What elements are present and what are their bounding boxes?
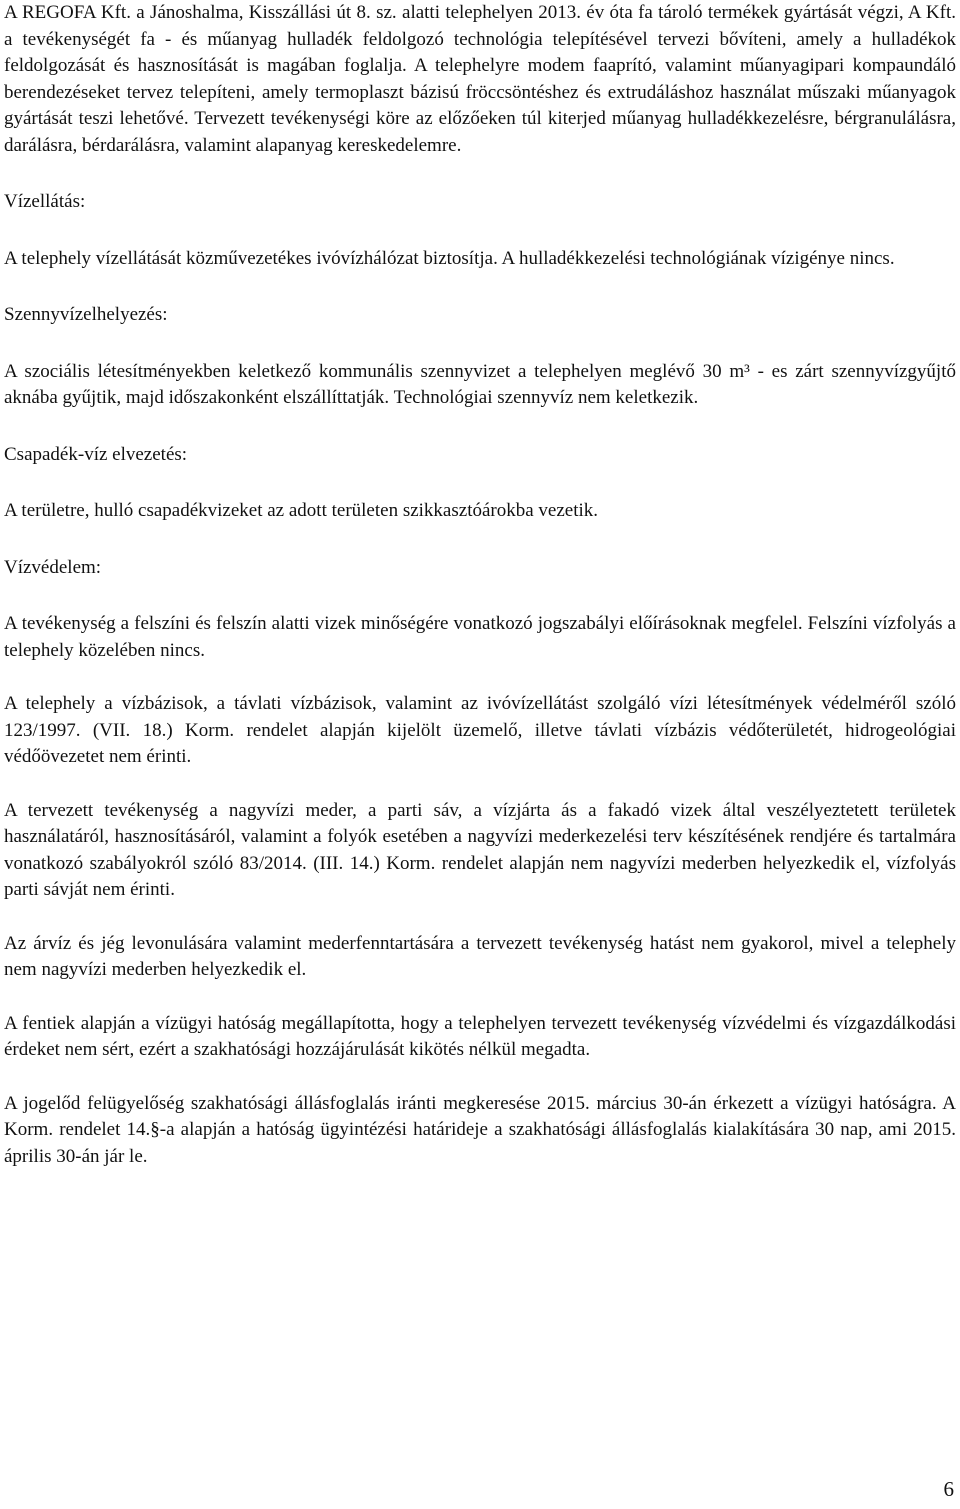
- water-supply-paragraph: A telephely vízellátását közművezetékes ivóvízhálózat biztosítja. A hulladékkezelési technológiának vízigénye nincs.: [4, 247, 895, 269]
- water-protection-paragraph-4: Az árvíz és jég levonulására valamint mederfenntartására a tervezett tevékenység hatást nem gyakorol, mivel a telephely nem nagyvízi mederben helyezkedik el.: [4, 932, 956, 980]
- conclusion-paragraph: A fentiek alapján a vízügyi hatóság megállapította, hogy a telephelyen tervezett tevékenység vízvédelmi és vízgazdálkodási érdeket nem sért, ezért a szakhatósági hozzájárulását kikötés nélkül megadta.: [4, 1012, 956, 1060]
- water-protection-heading: Vízvédelem:: [4, 556, 102, 578]
- water-supply-heading: Vízellátás:: [4, 191, 86, 212]
- rainwater-paragraph: A területre, hulló csapadékvizeket az adott területen szikkasztóárokba vezetik.: [4, 500, 599, 521]
- rainwater-heading: Csapadék-víz elvezetés:: [4, 443, 188, 465]
- intro-paragraph: A REGOFA Kft. a Jánoshalma, Kisszállási út 8. sz. alatti telephelyen 2013. év óta fa tároló termékek gyártását végzi, A Kft. a tevékenységét fa - és műanyag hulladék feldolgozó technológia telepítésével tervezi bővíteni, amely a hulladékok feldolgozását és hasznosítását is magában foglalja. A telephelyre modem faaprító, valamint műanyagipari kompaundáló berendezéseket tervez telepíteni, amely termoplaszt bázisú fröccsöntéshez és extrudáláshoz használat műszaki műanyagok gyártását teszi lehetővé. Tervezett tevékenységi köre az előzőeken túl kiterjed műanyag hulladékkezelésre, bérgranulálásra, darálásra, bérdarálásra, valamint alapanyag kereskedelemre.: [4, 2, 956, 156]
- deadline-paragraph: A jogelőd felügyelőség szakhatósági állásfoglalás iránti megkeresése 2015. március 30-án érkezett a vízügyi hatóságra. A Korm. rendelet 14.§-a alapján a hatóság ügyintézési határideje a szakhatósági állásfoglalás kialakítására 30 nap, ami 2015. április 30-án jár le.: [4, 1092, 956, 1167]
- document-page: [4, 0, 956, 1170]
- water-protection-paragraph-2: A telephely a vízbázisok, a távlati vízbázisok, valamint az ivóvízellátást szolgáló vízi létesítmények védelméről szóló 123/1997. (VII. 18.) Korm. rendelet alapján kijelölt üzemelő, illetve távlati vízbázis védőterületét, hidrogeológiai védőövezetet nem érinti.: [4, 693, 956, 767]
- page-number: 6: [943, 1477, 954, 1501]
- wastewater-heading: Szennyvízelhelyezés:: [4, 304, 168, 325]
- wastewater-paragraph: A szociális létesítményekben keletkező kommunális szennyvizet a telephelyen meglévő 30 m³ - es zárt szennyvízgyűjtő aknába gyűjtik, majd időszakonként elszállíttatják. Technológiai szennyvíz nem keletkezik.: [4, 360, 956, 408]
- water-protection-paragraph-1: A tevékenység a felszíni és felszín alatti vizek minőségére vonatkozó jogszabályi előírásoknak megfelel. Felszíni vízfolyás a telephely közelében nincs.: [4, 613, 956, 661]
- water-protection-paragraph-3: A tervezett tevékenység a nagyvízi meder, a parti sáv, a vízjárta ás a fakadó vizek által veszélyeztetett területek használatáról, hasznosításáról, valamint a folyók esetében a nagyvízi mederkezelési terv készítésének rendjére és tartalmára vonatkozó szabályokról szóló 83/2014. (III. 14.) Korm. rendelet alapján nem nagyvízi mederben helyezkedik el, vízfolyás parti sávját nem érinti.: [4, 799, 956, 900]
